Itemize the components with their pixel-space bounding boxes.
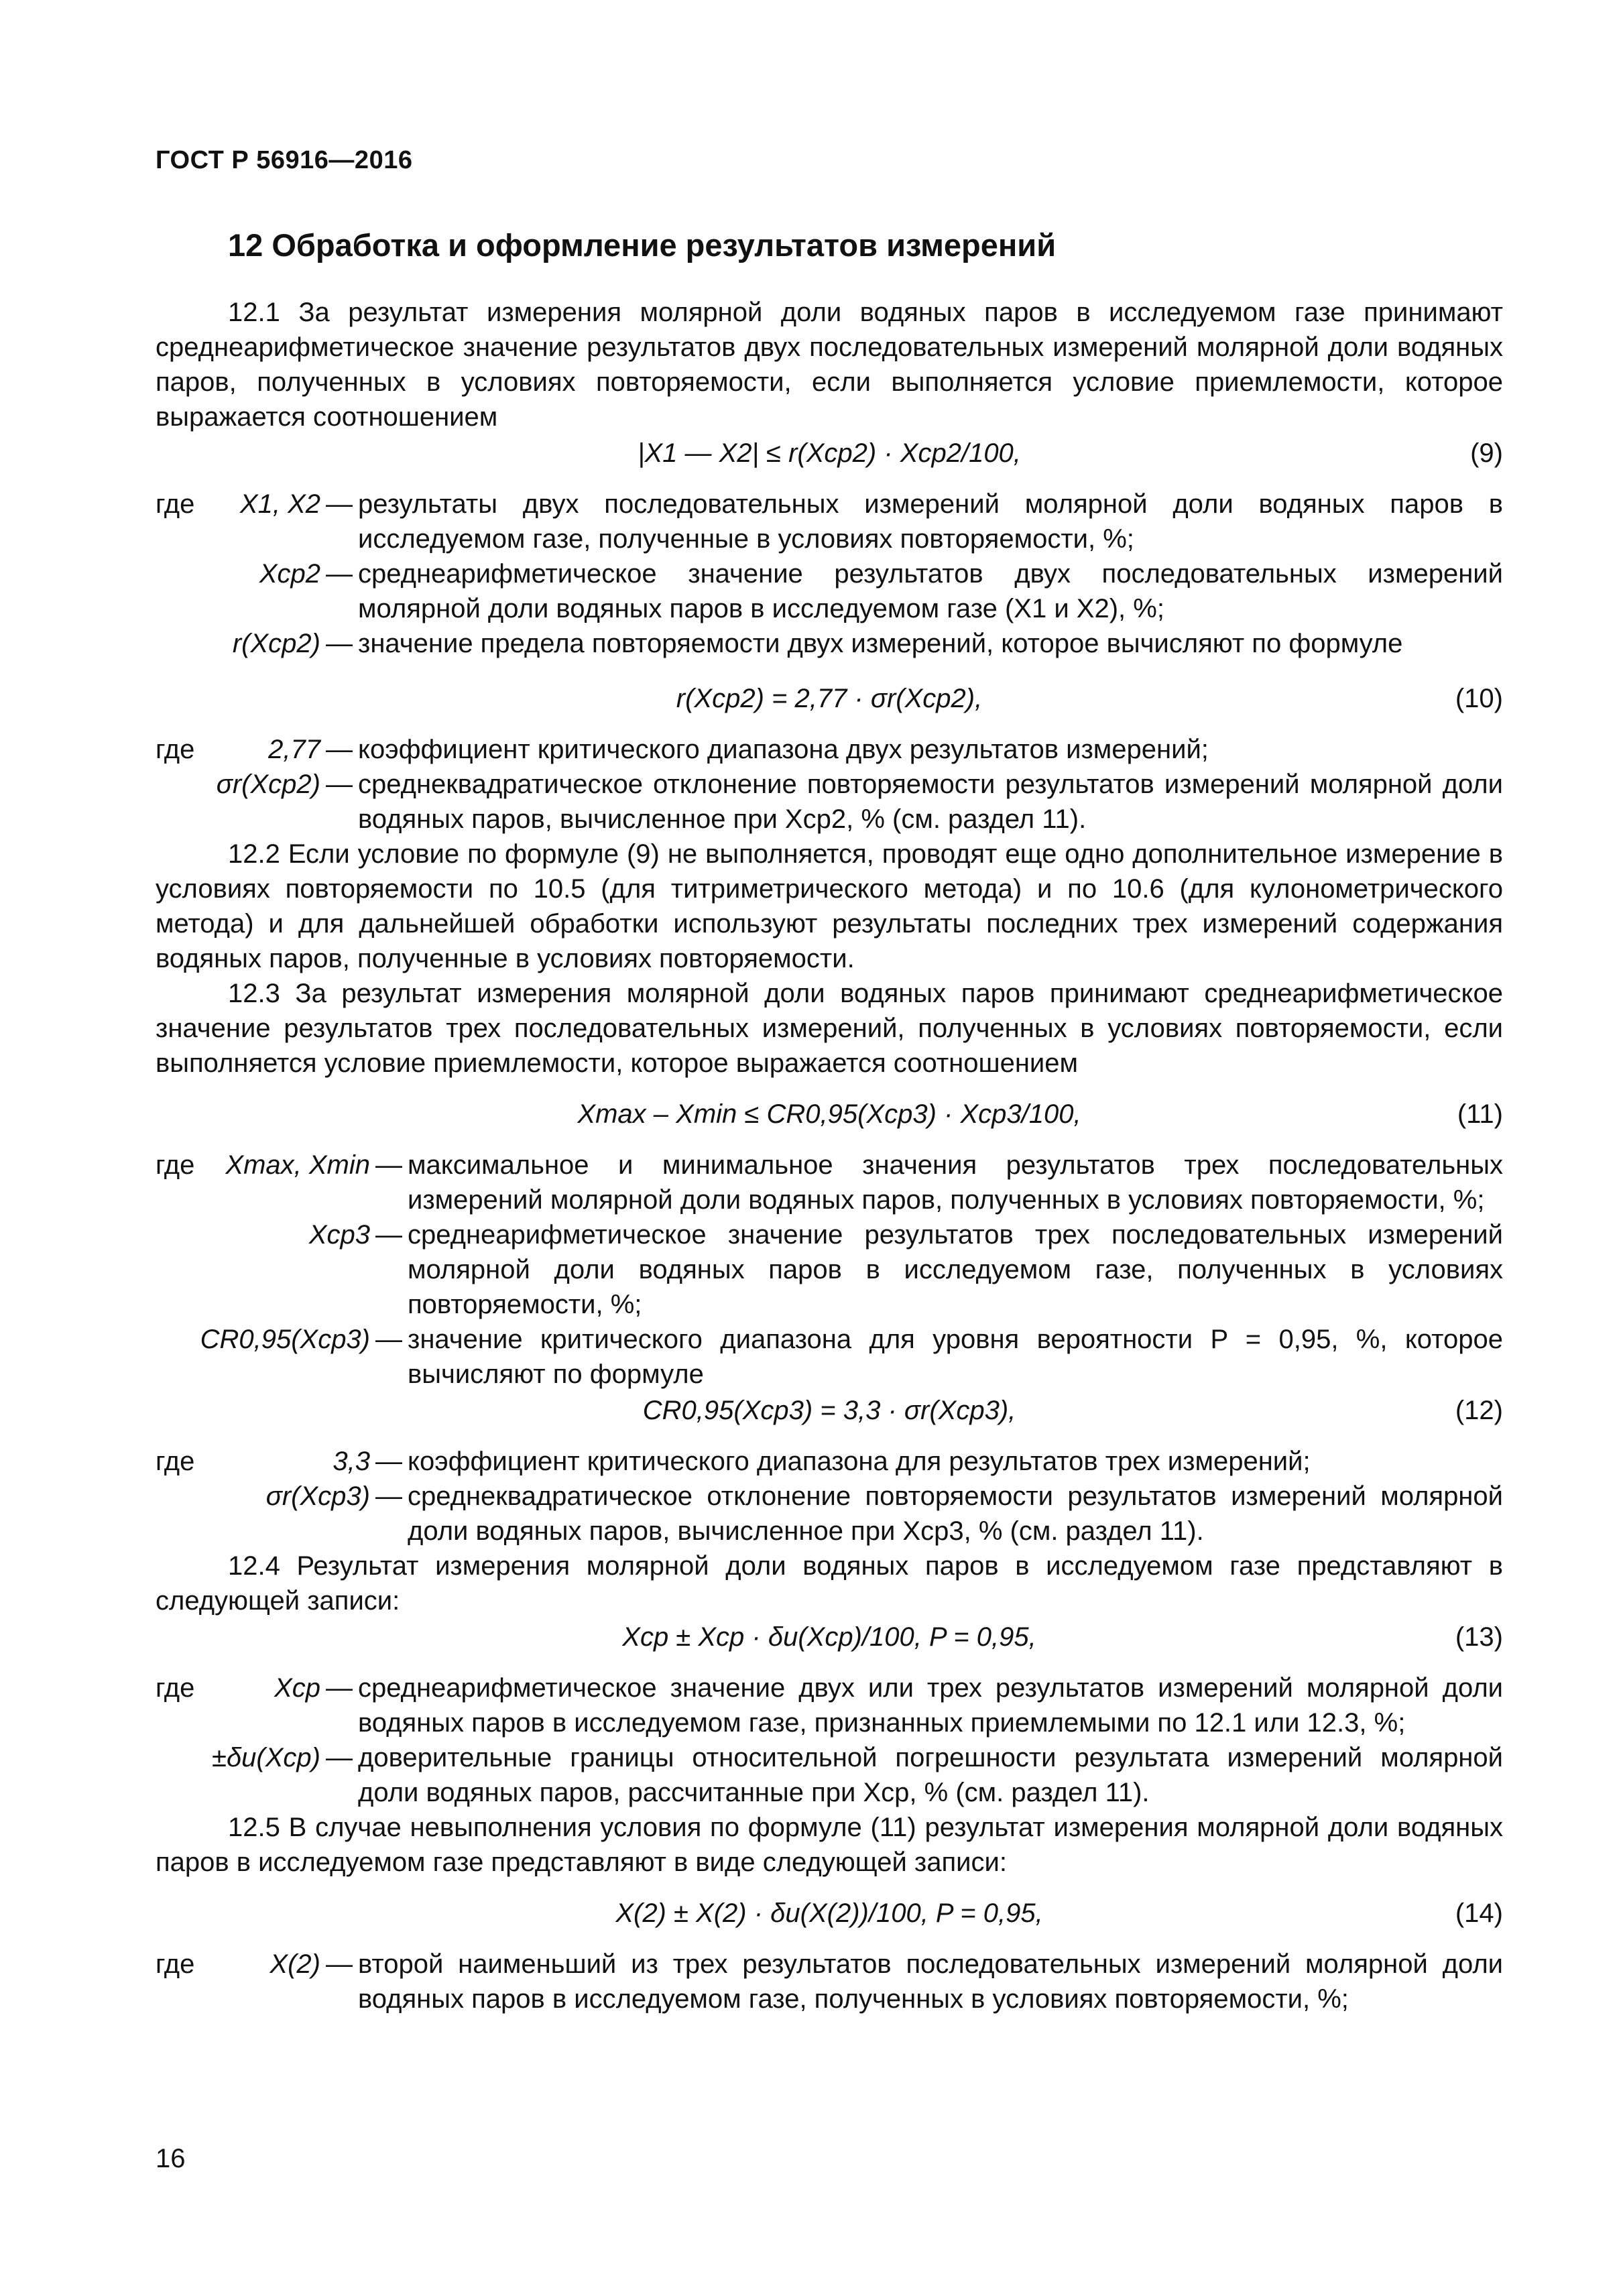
explanation-symbol bbox=[156, 1947, 320, 1982]
explanation-item bbox=[156, 487, 1503, 556]
explanation-item bbox=[156, 767, 1503, 837]
equation-expression: Xmax – Xmin ≤ CR0,95(Xср3) · Xср3/100, bbox=[577, 1099, 1081, 1129]
paragraph-12-3: 12.3 За результат измерения молярной доли водяных паров принимают среднеарифметическое значение результатов трех последовательных измерений, полученных в условиях повторяемости, если выполняется условие приемлемости, которое выражается соотношением bbox=[156, 979, 1503, 1078]
explanation-item bbox=[156, 1671, 1503, 1740]
explanation-symbol bbox=[156, 1444, 370, 1479]
explanation-item bbox=[156, 626, 1503, 661]
explanation-symbol bbox=[156, 1148, 370, 1183]
symbol-text: 3,3 bbox=[333, 1447, 370, 1476]
page-number: 16 bbox=[156, 2144, 186, 2173]
symbol-text: Xср3 bbox=[308, 1220, 370, 1250]
explanation-symbol bbox=[156, 1322, 370, 1357]
equation-12 bbox=[156, 1392, 1503, 1429]
explanation-symbol bbox=[156, 1479, 370, 1514]
em-dash: — bbox=[375, 1447, 402, 1476]
equation-number: (11) bbox=[1457, 1099, 1503, 1129]
explanation-block-9 bbox=[156, 487, 1503, 661]
paragraph-12-2: 12.2 Если условие по формуле (9) не выполняется, проводят еще одно дополнительное измерение в условиях повторяемости по 10.5 (для титриметрического метода) и по 10.6 (для кулонометрического метода) и для дальнейшей обработки используют результаты последних трех измерений содержания водяных паров, полученные в условиях повторяемости. bbox=[156, 839, 1503, 973]
explanation-block-13 bbox=[156, 1671, 1503, 1810]
em-dash: — bbox=[326, 1949, 353, 1979]
explanation-text: доверительные границы относительной погрешности результата измерений молярной доли водяных паров, рассчитанные при Xср, % (см. раздел 11). bbox=[358, 1743, 1503, 1807]
explanation-text: коэффициент критического диапазона для результатов трех измерений; bbox=[408, 1447, 1311, 1476]
section-body bbox=[156, 295, 1503, 2016]
explanation-item bbox=[156, 1217, 1503, 1322]
explanation-text: коэффициент критического диапазона двух результатов измерений; bbox=[358, 735, 1209, 764]
em-dash: — bbox=[375, 1150, 402, 1180]
symbol-text: 2,77 bbox=[268, 735, 320, 764]
explanation-item bbox=[156, 1148, 1503, 1217]
em-dash: — bbox=[326, 770, 353, 799]
em-dash: — bbox=[326, 735, 353, 764]
symbol-text: ±δи(Xср) bbox=[212, 1743, 320, 1772]
symbol-text: Xmax, Xmin bbox=[225, 1150, 370, 1180]
explanation-block-11 bbox=[156, 1148, 1503, 1392]
symbol-text: σr(Xср3) bbox=[265, 1482, 370, 1511]
explanation-symbol bbox=[156, 487, 320, 522]
explanation-text: среднеквадратическое отклонение повторяемости результатов измерений молярной доли водяных паров, вычисленное при Xср3, % (см. раздел 11). bbox=[408, 1482, 1503, 1546]
equation-expression: r(Xср2) = 2,77 · σr(Xср2), bbox=[676, 684, 983, 713]
explanation-text: максимальное и минимальное значения результатов трех последовательных измерений молярной доли водяных паров, полученных в условиях повторяемости, %; bbox=[408, 1150, 1503, 1215]
equation-expression: Xср ± Xср · δи(Xср)/100, P = 0,95, bbox=[622, 1622, 1036, 1652]
explanation-item bbox=[156, 1947, 1503, 2016]
equation-expression: X(2) ± X(2) · δи(X(2))/100, P = 0,95, bbox=[615, 1898, 1043, 1928]
explanation-text: значение предела повторяемости двух измерений, которое вычисляют по формуле bbox=[358, 629, 1403, 658]
explanation-symbol bbox=[156, 1740, 320, 1775]
explanation-text: результаты двух последовательных измерений молярной доли водяных паров в исследуемом газе, полученные в условиях повторяемости, %; bbox=[358, 489, 1503, 554]
symbol-text: r(Xср2) bbox=[232, 629, 320, 658]
explanation-text: среднеарифметическое значение двух или трех результатов измерений молярной доли водяных паров в исследуемом газе, признанных приемлемыми по 12.1 или 12.3, %; bbox=[358, 1673, 1503, 1738]
running-header: ГОСТ Р 56916—2016 bbox=[156, 146, 413, 174]
explanation-item bbox=[156, 1479, 1503, 1549]
symbol-text: Xср2 bbox=[259, 559, 320, 589]
explanation-lead: где bbox=[156, 735, 195, 764]
em-dash: — bbox=[375, 1325, 402, 1354]
explanation-text: второй наименьший из трех результатов последовательных измерений молярной доли водяных паров в исследуемом газе, полученных в условиях повторяемости, %; bbox=[358, 1949, 1503, 2014]
explanation-symbol bbox=[156, 626, 320, 661]
equation-number: (10) bbox=[1455, 684, 1503, 713]
explanation-symbol bbox=[156, 1217, 370, 1252]
equation-expression: |X1 — X2| ≤ r(Xср2) · Xср2/100, bbox=[638, 438, 1021, 468]
section-title: 12 Обработка и оформление результатов измерений bbox=[228, 227, 1057, 263]
symbol-text: Xср bbox=[274, 1673, 320, 1703]
equation-11 bbox=[156, 1095, 1503, 1133]
paragraph-12-1: 12.1 За результат измерения молярной доли водяных паров в исследуемом газе принимают среднеарифметическое значение результатов двух последовательных измерений молярной доли водяных паров, полученных в условиях повторяемости, если выполняется условие приемлемости, которое выражается соотношением bbox=[156, 298, 1503, 432]
equation-14 bbox=[156, 1894, 1503, 1932]
explanation-lead: где bbox=[156, 1447, 195, 1476]
explanation-lead: где bbox=[156, 1150, 195, 1180]
em-dash: — bbox=[375, 1482, 402, 1511]
explanation-item bbox=[156, 1740, 1503, 1810]
equation-number: (9) bbox=[1470, 438, 1503, 468]
explanation-text: среднеарифметическое значение результатов трех последовательных измерений молярной доли водяных паров в исследуемом газе, полученных в условиях повторяемости, %; bbox=[408, 1220, 1503, 1319]
explanation-symbol bbox=[156, 1671, 320, 1705]
paragraph-12-5: 12.5 В случае невыполнения условия по формуле (11) результат измерения молярной доли водяных паров в исследуемом газе представляют в виде следующей записи: bbox=[156, 1813, 1503, 1877]
em-dash: — bbox=[326, 559, 353, 589]
explanation-text: среднеарифметическое значение результатов двух последовательных измерений молярной доли водяных паров в исследуемом газе (X1 и X2), %; bbox=[358, 559, 1503, 623]
explanation-block-12 bbox=[156, 1444, 1503, 1549]
equation-9 bbox=[156, 434, 1503, 472]
em-dash: — bbox=[326, 629, 353, 658]
paragraph-12-4: 12.4 Результат измерения молярной доли водяных паров в исследуемом газе представляют в следующей записи: bbox=[156, 1551, 1503, 1616]
equation-13 bbox=[156, 1618, 1503, 1656]
em-dash: — bbox=[326, 1673, 353, 1703]
symbol-text: CR0,95(Xср3) bbox=[200, 1325, 370, 1354]
em-dash: — bbox=[326, 1743, 353, 1772]
explanation-item bbox=[156, 556, 1503, 626]
explanation-text: значение критического диапазона для уровня вероятности P = 0,95, %, которое вычисляют по формуле bbox=[408, 1325, 1503, 1389]
explanation-symbol bbox=[156, 767, 320, 802]
explanation-symbol bbox=[156, 732, 320, 767]
explanation-item bbox=[156, 1444, 1503, 1479]
explanation-lead: где bbox=[156, 1949, 195, 1979]
em-dash: — bbox=[326, 489, 353, 519]
explanation-text: среднеквадратическое отклонение повторяемости результатов измерений молярной доли водяных паров, вычисленное при Xср2, % (см. раздел 11). bbox=[358, 770, 1503, 834]
explanation-item bbox=[156, 732, 1503, 767]
explanation-block-14 bbox=[156, 1947, 1503, 2016]
em-dash: — bbox=[375, 1220, 402, 1250]
explanation-block-10 bbox=[156, 732, 1503, 837]
explanation-lead: где bbox=[156, 1673, 195, 1703]
equation-number: (12) bbox=[1455, 1396, 1503, 1425]
explanation-lead: где bbox=[156, 489, 195, 519]
explanation-item bbox=[156, 1322, 1503, 1392]
equation-number: (13) bbox=[1455, 1622, 1503, 1652]
symbol-text: σr(Xср2) bbox=[216, 770, 320, 799]
explanation-symbol bbox=[156, 556, 320, 591]
symbol-text: X1, X2 bbox=[239, 489, 320, 519]
equation-10 bbox=[156, 680, 1503, 717]
symbol-text: X(2) bbox=[269, 1949, 320, 1979]
equation-number: (14) bbox=[1455, 1898, 1503, 1928]
equation-expression: CR0,95(Xср3) = 3,3 · σr(Xср3), bbox=[642, 1396, 1016, 1425]
